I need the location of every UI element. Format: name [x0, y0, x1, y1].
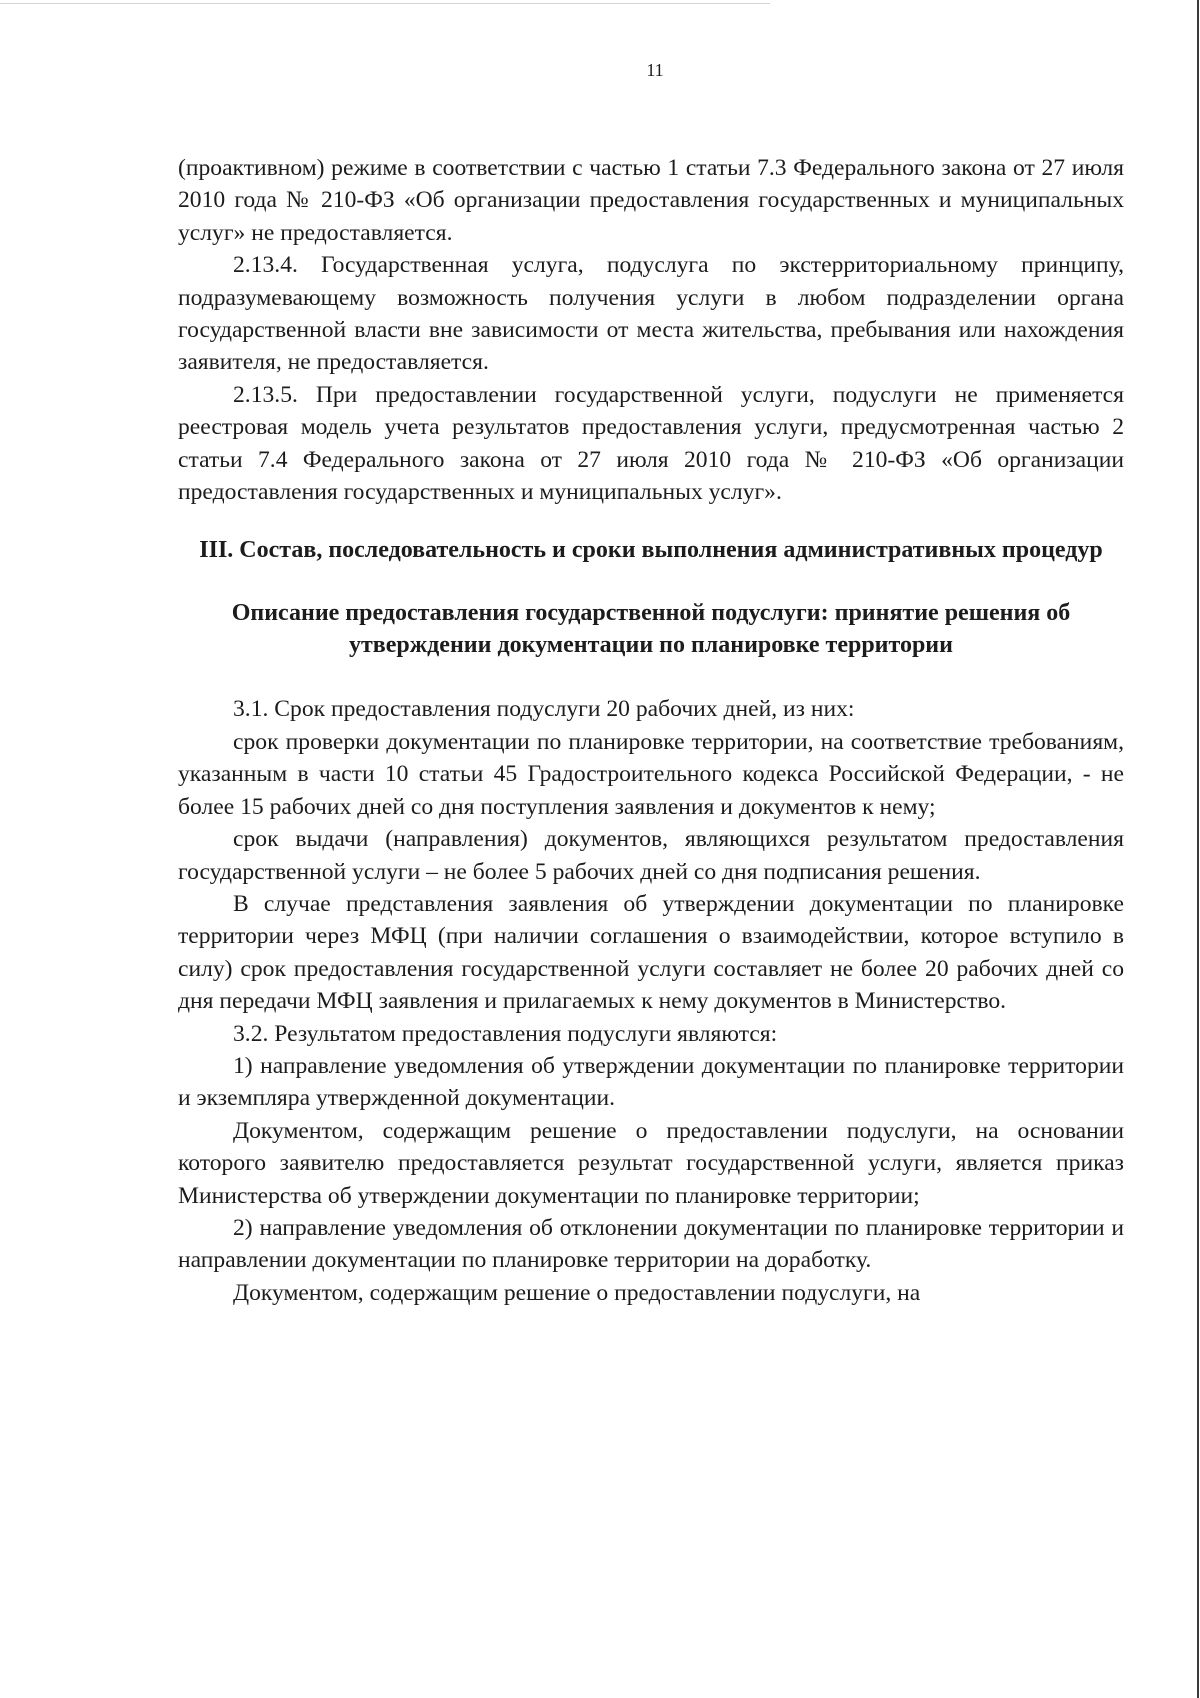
- paragraph: 1) направление уведомления об утверждении документации по планировке территории и экземпляра утвержденной документации.: [178, 1052, 1124, 1112]
- paragraph: 3.2. Результатом предоставления подуслуги являются:: [233, 1020, 778, 1047]
- paragraph: Документом, содержащим решение о предоставлении подуслуги, на основании которого заявителю предоставляется результат государственной услуги, является приказ Министерства об утверждении документации по планировке территории;: [178, 1117, 1124, 1209]
- paragraph: срок проверки документации по планировке территории, на соответствие требованиям, указанным в части 10 статьи 45 Градостроительного кодекса Российской Федерации, - не более 15 рабочих дней со дня поступления заявления и документов к нему;: [178, 728, 1124, 820]
- scan-edge-top: [0, 3, 770, 4]
- scan-edge-right: [1197, 0, 1199, 1698]
- section-heading: III. Состав, последовательность и сроки выполнения административных процедур: [199, 537, 1103, 564]
- document-body: [178, 152, 1124, 1309]
- paragraph: 2.13.5. При предоставлении государственной услуги, подуслуги не применяется реестровая модель учета результатов предоставления услуги, предусмотренная частью 2 статьи 7.4 Федерального закона от 27 июля 2010 года № 210-ФЗ «Об организации предоставления государственных и муниципальных услуг».: [178, 381, 1124, 506]
- paragraph: 3.1. Срок предоставления подуслуги 20 рабочих дней, из них:: [233, 696, 855, 723]
- paragraph: В случае представления заявления об утверждении документации по планировке территории через МФЦ (при наличии соглашения о взаимодействии, которое вступило в силу) срок предоставления государственной услуги составляет не более 20 рабочих дней со дня передачи МФЦ заявления и прилагаемых к нему документов в Министерство.: [178, 890, 1124, 1015]
- subsection-heading: Описание предоставления государственной подуслуги: принятие решения об утверждении документации по планировке территории: [231, 600, 1071, 659]
- paragraph: 2) направление уведомления об отклонении документации по планировке территории и направлении документации по планировке территории на доработку.: [178, 1214, 1124, 1274]
- paragraph: Документом, содержащим решение о предоставлении подуслуги, на: [233, 1279, 921, 1306]
- paragraph: 2.13.4. Государственная услуга, подуслуга по экстерриториальному принципу, подразумевающему возможность получения услуги в любом подразделении органа государственной власти вне зависимости от места жительства, пребывания или нахождения заявителя, не предоставляется.: [178, 252, 1124, 376]
- page-number: 11: [646, 60, 664, 80]
- paragraph: (проактивном) режиме в соответствии с частью 1 статьи 7.3 Федерального закона от 27 июля 2010 года № 210-ФЗ «Об организации предоставления государственных и муниципальных услуг» не предоставляется.: [178, 155, 1124, 246]
- paragraph: срок выдачи (направления) документов, являющихся результатом предоставления государственной услуги – не более 5 рабочих дней со дня подписания решения.: [178, 826, 1124, 885]
